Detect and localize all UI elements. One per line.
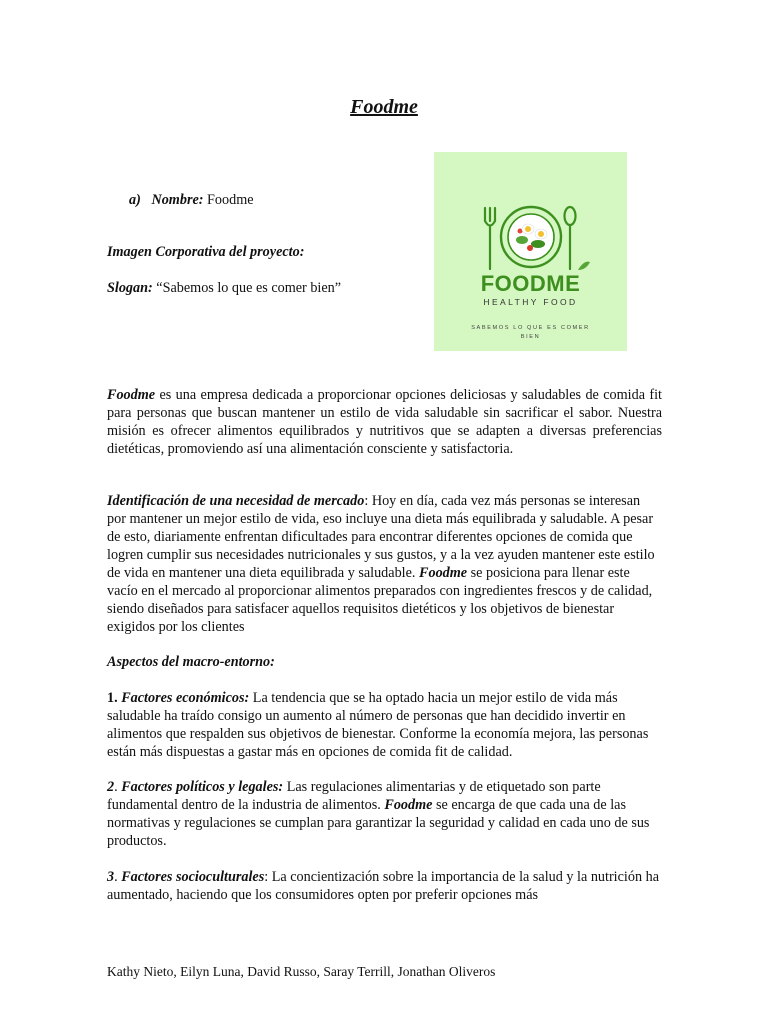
necesidad-brand: Foodme [419, 565, 468, 581]
factor1-text: La tendencia que se ha optado hacia un mejor estilo de vida más saludable ha traído consigo un aumento al número de personas que han decidido invertir en alimentos que respalden sus objetivos de bienestar. Conforme la economía mejora, las personas están más dispuestas a gastar más en opciones de comida fit de calidad. [107, 690, 649, 760]
foodme-logo [434, 152, 627, 351]
macro-entorno-heading: Aspectos del macro-entorno: [107, 654, 275, 670]
slogan-label: Slogan: [107, 280, 153, 296]
logo-tagline: HEALTHY FOOD [483, 297, 578, 307]
imagen-corporativa-label: Imagen Corporativa del proyecto: [107, 244, 305, 260]
logo-slogan: SABEMOS LO QUE ES COMER BIEN [471, 325, 590, 340]
factor-economicos-paragraph: 1. Factores económicos: La tendencia que se ha optado hacia un mejor estilo de vida más saludable ha traído consigo un aumento al número de personas que han decidido invertir en alimentos que respalden sus objetivos de bienestar. Conforme la economía mejora, las personas están más dispuestas a gastar más en opciones de comida fit de calidad. [107, 690, 649, 760]
factor2-text2: se encarga de que cada una de las normativas y regulaciones se cumplan para garantizar la seguridad y calidad en cada uno de sus productos. [107, 797, 650, 849]
nombre-prefix: a) [129, 192, 141, 208]
intro-paragraph [107, 386, 662, 458]
factor1-number: 1 [107, 690, 115, 706]
slogan-line [107, 279, 341, 297]
intro-brand: Foodme [107, 387, 156, 403]
logo-brand: FOODME [480, 271, 581, 296]
factor2-label: Factores políticos y legales: [121, 779, 284, 795]
page-title: Foodme [350, 96, 418, 118]
necesidad-text1: : Hoy en día, cada vez más personas se interesan por mantener un mejor estilo de vida, eso incluye una dieta más equilibrada y saludable. A pesar de esto, diariamente enfrentan dificultades para encontrar diferentes opciones de comida que logren cumplir sus necesidades nutricionales y sus gustos, y a la vez ayuden mantener este estilo de vida en mantener una dieta equilibrada y saludable. [107, 493, 655, 581]
intro-text: es una empresa dedicada a proporcionar opciones deliciosas y saludables de comida fit para personas que buscan mantener un estilo de vida saludable sin sacrificar el sabor. Nuestra misión es ofrecer alimentos equilibrados y nutritivos que se adapten a diversas preferencias dietéticas, promoviendo así una alimentación consciente y satisfactoria. [107, 387, 662, 457]
footer-authors: Kathy Nieto, Eilyn Luna, David Russo, Saray Terrill, Jonathan Oliveros [107, 964, 496, 979]
nombre-label: Nombre: [151, 192, 204, 208]
factor2-number: 2 [107, 779, 115, 795]
factor3-label: Factores socioculturales [121, 869, 265, 885]
factor2-brand: Foodme [384, 797, 433, 813]
factor-politicos-paragraph: 2. Factores políticos y legales: Las regulaciones alimentarias y de etiquetado son parte fundamental dentro de la industria de alimentos. Foodme se encarga de que cada una de las normativas y regulaciones se cumplan para garantizar la seguridad y calidad en cada uno de sus productos. [107, 779, 650, 849]
nombre-value: Foodme [207, 192, 254, 208]
necesidad-label: Identificación de una necesidad de mercado [107, 493, 365, 509]
factor-socioculturales-paragraph: 3. Factores socioculturales: La concientización sobre la importancia de la salud y la nutrición ha aumentado, haciendo que los consumidores opten por preferir opciones más [107, 869, 659, 903]
nombre-line [129, 191, 254, 209]
factor2-text1: Las regulaciones alimentarias y de etiquetado son parte fundamental dentro de la industria de alimentos. [107, 779, 601, 813]
plate-cutlery-icon [434, 152, 627, 272]
slogan-value: “Sabemos lo que es comer bien” [156, 280, 342, 296]
necesidad-text2: se posiciona para llenar este vacío en el mercado al proporcionar alimentos preparados con ingredientes frescos y de calidad, siendo diseñados para satisfacer aquellos requisitos dietéticos y los objetivos de bienestar exigidos por los clientes [107, 565, 653, 635]
factor3-text: : La concientización sobre la importancia de la salud y la nutrición ha aumentado, haciendo que los consumidores opten por preferir opciones más [107, 869, 659, 903]
factor1-label: Factores económicos: [121, 690, 250, 706]
necesidad-paragraph [107, 492, 662, 636]
factor3-number: 3 [107, 869, 115, 885]
